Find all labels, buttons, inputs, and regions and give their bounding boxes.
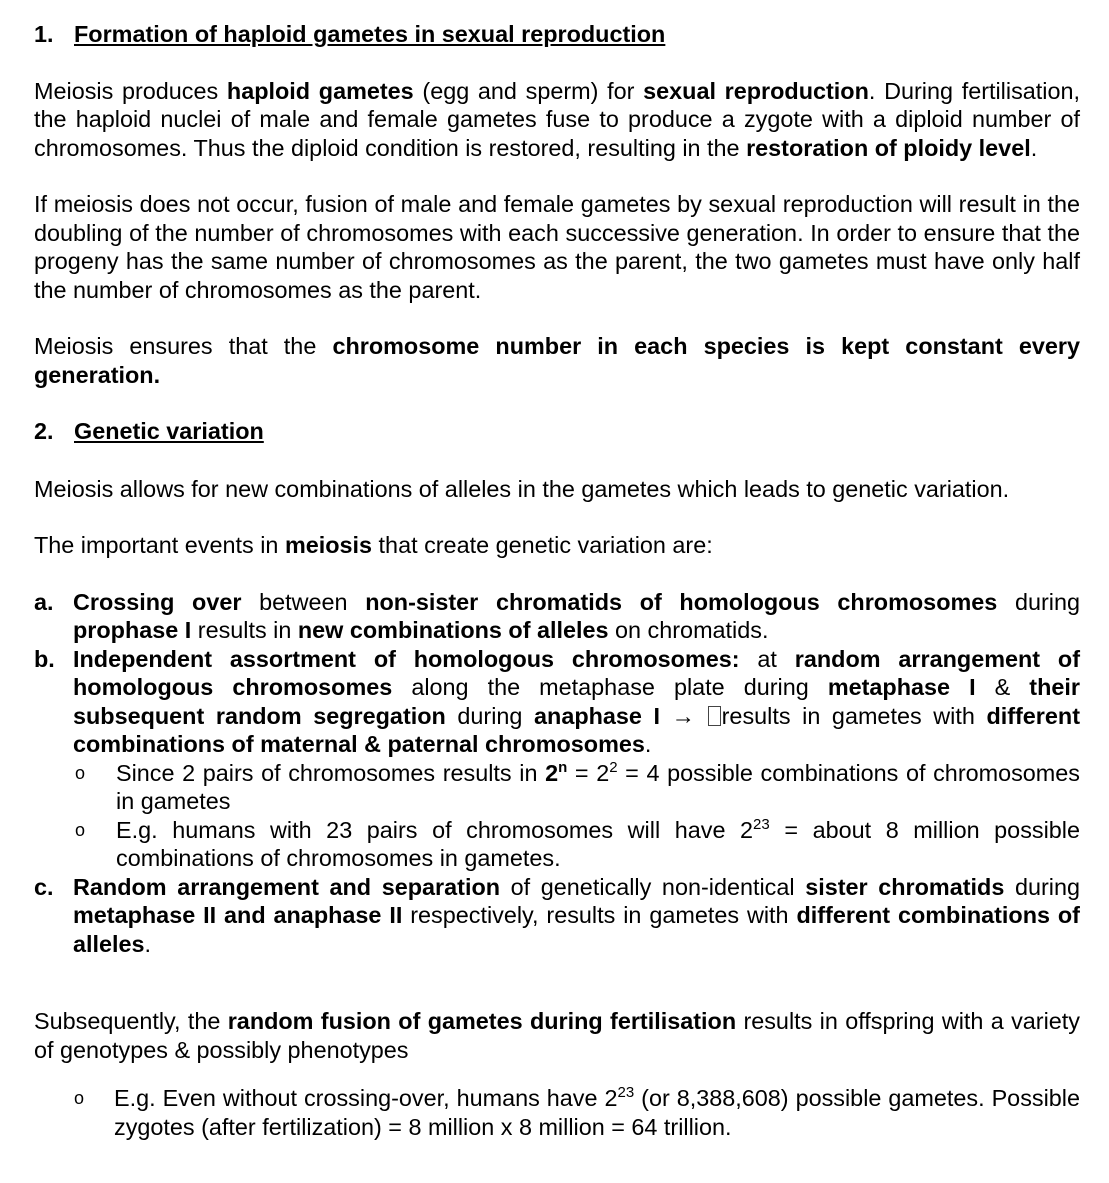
bold-text: Random arrangement and separation — [73, 873, 501, 900]
bold-text: sexual reproduction — [643, 77, 869, 104]
section-number: 2. — [34, 418, 54, 444]
bold-text: random fusion of gametes during fertilisation — [227, 1008, 737, 1034]
text: = 4 possible combinations of chromosomes in gametes — [116, 759, 1080, 814]
section-2-heading — [34, 417, 1080, 446]
text: during — [997, 588, 1080, 615]
bold-text: restoration of ploidy level — [746, 134, 1031, 161]
text: Since 2 pairs of chromosomes results in — [116, 759, 546, 786]
text: E.g. humans with 23 pairs of chromosomes will have 2 — [116, 816, 754, 843]
missing-glyph-icon — [708, 706, 721, 726]
section-title: Genetic variation — [74, 418, 264, 444]
bullet-icon: o — [74, 1088, 85, 1108]
superscript: n — [558, 758, 568, 776]
text: . During fertilisation, the haploid nuclei of male and female gametes fuse to produce a zygote with a diploid number of chromosomes. Thus the diploid condition is restored, resulting in the — [34, 77, 1080, 161]
list-item — [34, 588, 1080, 645]
bold-text: random arrangement of homologous chromosomes — [73, 645, 1081, 700]
text: (or 8,388,608) possible gametes. Possible zygotes (after fertilization) = 8 million x 8 million = 64 trillion. — [114, 1085, 1080, 1140]
bold-text: different combinations of alleles — [73, 902, 1080, 957]
section-1-heading — [34, 20, 1080, 49]
list-item-text — [73, 645, 1080, 759]
superscript: 23 — [617, 1084, 635, 1102]
paragraph — [34, 531, 1080, 560]
text: . — [144, 930, 152, 957]
paragraph: Meiosis allows for new combinations of alleles in the gametes which leads to genetic variation. — [34, 475, 1010, 502]
bold-text: anaphase I — [534, 702, 661, 729]
list-label: a. — [34, 588, 54, 615]
bold-text: metaphase II and anaphase II — [73, 902, 403, 928]
bullet-icon: o — [75, 762, 86, 783]
list-item — [34, 873, 1080, 959]
sub-list-item — [73, 759, 1080, 816]
bold-text: haploid gametes — [226, 77, 414, 104]
section-number: 1. — [34, 21, 54, 47]
section-title: Formation of haploid gametes in sexual reproduction — [74, 21, 666, 47]
text: = about 8 million possible combinations of chromosomes in gametes. — [116, 816, 1080, 871]
bold-text: 2 — [545, 759, 559, 786]
text: on chromatids. — [608, 617, 769, 643]
bold-text: Independent assortment of homologous chromosomes: — [73, 645, 740, 672]
sub-list-item-text — [114, 1084, 1080, 1141]
paragraph — [34, 332, 1080, 389]
text: of genetically non-identical — [500, 873, 806, 900]
bold-text: prophase I — [73, 617, 192, 643]
text: results in offspring with a variety of genotypes & possibly phenotypes — [34, 1008, 1080, 1063]
list-item-text — [73, 873, 1080, 959]
arrow-icon: → — [660, 702, 707, 729]
text: . — [1030, 134, 1038, 161]
sub-list-item — [34, 1084, 1080, 1141]
event-list — [34, 588, 1080, 959]
text: between — [241, 588, 366, 615]
text: Subsequently, the — [34, 1008, 228, 1034]
text: Meiosis produces — [34, 77, 227, 104]
bold-text: sister chromatids — [805, 873, 1005, 900]
text: at — [739, 645, 795, 672]
bold-text: non-sister chromatids of homologous chromosomes — [365, 588, 998, 615]
list-item-text — [73, 588, 1080, 645]
bold-text: meiosis — [284, 532, 373, 558]
bold-text: different combinations of maternal & paternal chromosomes — [73, 702, 1081, 757]
text: The important events in — [34, 532, 285, 558]
text: (egg and sperm) for — [413, 77, 644, 104]
text: E.g. Even without crossing-over, humans have 2 — [114, 1085, 618, 1111]
bold-text: chromosome number in each species is kept constant every generation. — [34, 333, 1081, 388]
bold-text: metaphase I — [827, 674, 976, 700]
text: & — [975, 674, 1030, 700]
text: respectively, results in gametes with — [402, 902, 797, 928]
list-label: b. — [34, 645, 55, 672]
bold-text: new combinations of alleles — [297, 617, 609, 643]
text: results in gametes with — [721, 702, 987, 729]
paragraph — [34, 1007, 1080, 1064]
text: = 2 — [567, 759, 610, 786]
sub-list-item — [73, 816, 1080, 873]
bold-text: Crossing over — [73, 588, 242, 615]
text: during — [445, 702, 535, 729]
text: along the metaphase plate during — [392, 674, 828, 700]
list-item — [34, 645, 1080, 759]
sub-list-item-text — [116, 816, 1080, 873]
bullet-icon: o — [75, 819, 86, 840]
text: during — [1004, 873, 1080, 900]
text: . — [644, 731, 652, 757]
text: that create genetic variation are: — [372, 532, 713, 558]
list-label: c. — [34, 873, 54, 900]
sub-list-item-text — [116, 759, 1080, 816]
superscript: 2 — [609, 758, 618, 776]
paragraph — [34, 77, 1080, 163]
bold-text: their subsequent random segregation — [73, 674, 1080, 729]
text: results in — [191, 617, 298, 643]
superscript: 23 — [753, 815, 770, 833]
text: Meiosis ensures that the — [34, 333, 333, 359]
paragraph: If meiosis does not occur, fusion of male and female gametes by sexual reproduction will result in the doubling of the number of chromosomes with each successive generation. In order to ensure that the progeny has the same number of chromosomes as the parent, the two gametes must have only half the number of chromosomes as the parent. — [34, 191, 1080, 303]
